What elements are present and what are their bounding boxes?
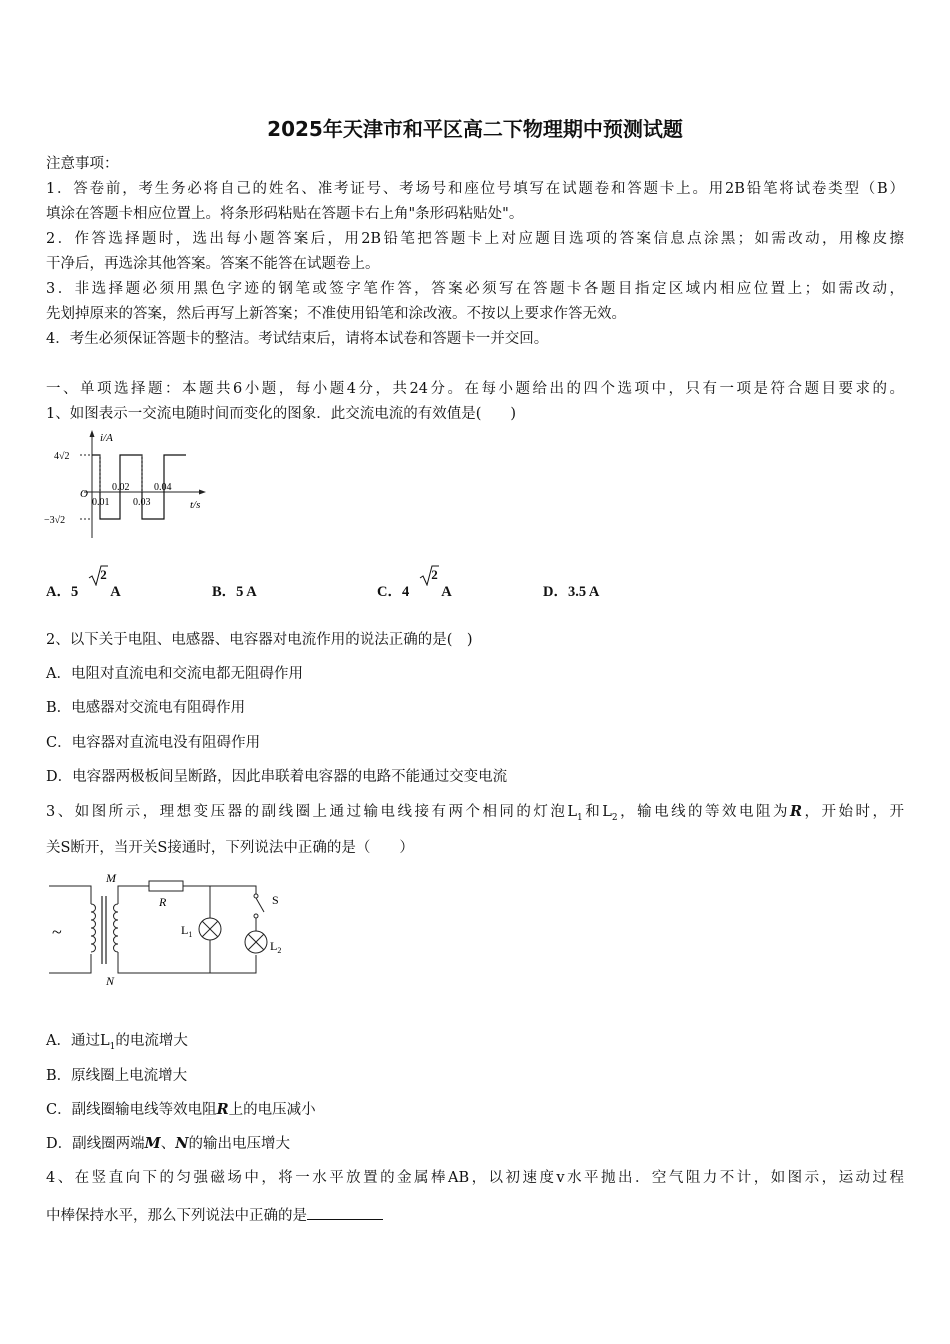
transformer-circuit: [44, 866, 294, 991]
notice-line: 3．非选择题必须用黑色字迹的钢笔或签字笔作答，答案必须写在答题卡各题目指定区域内相应位置上；如需改动，: [46, 281, 904, 297]
q2-option-c[interactable]: C．电容器对直流电没有阻碍作用: [46, 735, 261, 751]
resistor-label: R: [159, 895, 167, 909]
q3-option-a[interactable]: A．通过$L_1$的电流增大: [46, 1033, 188, 1052]
graph-origin: O: [80, 488, 88, 500]
q3-option-d[interactable]: D．副线圈两端M、N的输出电压增大: [46, 1135, 290, 1152]
graph-x-label: t/s: [190, 499, 201, 511]
q1-option-b[interactable]: B．5 A: [212, 584, 257, 600]
question-1-stem: 1、如图表示一交流电随时间而变化的图象．此交流电流的有效值是( ): [46, 406, 517, 422]
lamp-l2-label: $L_2$: [270, 939, 282, 955]
q3-option-c[interactable]: C．副线圈输电线等效电阻R上的电压减小: [46, 1101, 316, 1118]
lamp-l1-label: $L_1$: [181, 923, 193, 939]
notice-line: 先划掉原来的答案，然后再写上新答案；不准使用铅笔和涂改液。不按以上要求作答无效。: [46, 306, 626, 322]
graph-tick: 0.01: [92, 497, 110, 508]
answer-blank[interactable]: [307, 1205, 383, 1220]
question-1-options: [46, 567, 646, 608]
graph-y-neg-label: −3√2: [44, 515, 66, 526]
question-3-stem: 3、如图所示，理想变压器的副线圈上通过输电线接有两个相同的灯泡$L_1$和$L_2$，输电线的等效电阻为R，开始时，开: [46, 803, 904, 823]
ac-source-symbol: ~: [52, 922, 62, 942]
graph-tick: 0.02: [112, 482, 130, 493]
notice-line: 4．考生必须保证答题卡的整洁。考试结束后，请将本试卷和答题卡一并交回。: [46, 331, 549, 347]
q1-option-d[interactable]: D．3.5 A: [543, 584, 600, 600]
question-4-stem: 4、在竖直向下的匀强磁场中，将一水平放置的金属棒AB，以初速度v水平抛出．空气阻力不计，如图示，运动过程: [46, 1170, 904, 1186]
q2-option-a[interactable]: A．电阻对直流电和交流电都无阻碍作用: [46, 666, 303, 682]
notice-line: 填涂在答题卡相应位置上。将条形码粘贴在答题卡右上角"条形码粘贴处"。: [46, 206, 524, 222]
question-3-stem-cont: 关S断开，当开关S接通时，下列说法中正确的是（ ）: [46, 840, 414, 856]
page-title: 2025年天津市和平区高二下物理期中预测试题: [267, 117, 683, 141]
question-2-stem: 2、以下关于电阻、电感器、电容器对电流作用的说法正确的是( ): [46, 632, 473, 648]
notice-line: 干净后，再选涂其他答案。答案不能答在试题卷上。: [46, 256, 380, 272]
secondary-coil: [114, 904, 119, 952]
q2-option-d[interactable]: D．电容器两极板间呈断路，因此串联着电容器的电路不能通过交变电流: [46, 769, 508, 785]
graph-y-label: i/A: [100, 432, 113, 444]
ac-current-graph: [44, 428, 214, 540]
q1-option-c[interactable]: C．4 2 A: [377, 580, 452, 601]
notice-line: 2．作答选择题时，选出每小题答案后，用2B铅笔把答题卡上对应题目选项的答案信息点涂黑；如需改动，用橡皮擦: [46, 231, 904, 247]
section-heading: 一、单项选择题：本题共6小题，每小题4分，共24分。在每小题给出的四个选项中，只有一项是符合题目要求的。: [46, 381, 904, 397]
switch-s: [256, 898, 264, 912]
resistor-r: [149, 881, 183, 891]
graph-y-pos-label: 4√2: [54, 451, 70, 462]
graph-tick: 0.03: [133, 497, 151, 508]
terminal-m-label: M: [106, 871, 116, 885]
q2-option-b[interactable]: B．电感器对交流电有阻碍作用: [46, 700, 246, 716]
graph-tick: 0.04: [154, 482, 172, 493]
question-4-stem-cont: 中棒保持水平，那么下列说法中正确的是: [46, 1204, 383, 1225]
primary-coil: [91, 904, 96, 952]
terminal-n-label: N: [106, 974, 115, 988]
notice-line: 1．答卷前，考生务必将自己的姓名、准考证号、考场号和座位号填写在试题卷和答题卡上。用2B铅笔将试卷类型（B）: [46, 181, 904, 197]
switch-label: S: [272, 893, 279, 907]
notice-heading: 注意事项：: [46, 156, 119, 172]
current-waveform: [92, 455, 186, 519]
q1-option-a[interactable]: A．5 2 A: [46, 580, 121, 601]
q3-option-b[interactable]: B．原线圈上电流增大: [46, 1068, 188, 1084]
